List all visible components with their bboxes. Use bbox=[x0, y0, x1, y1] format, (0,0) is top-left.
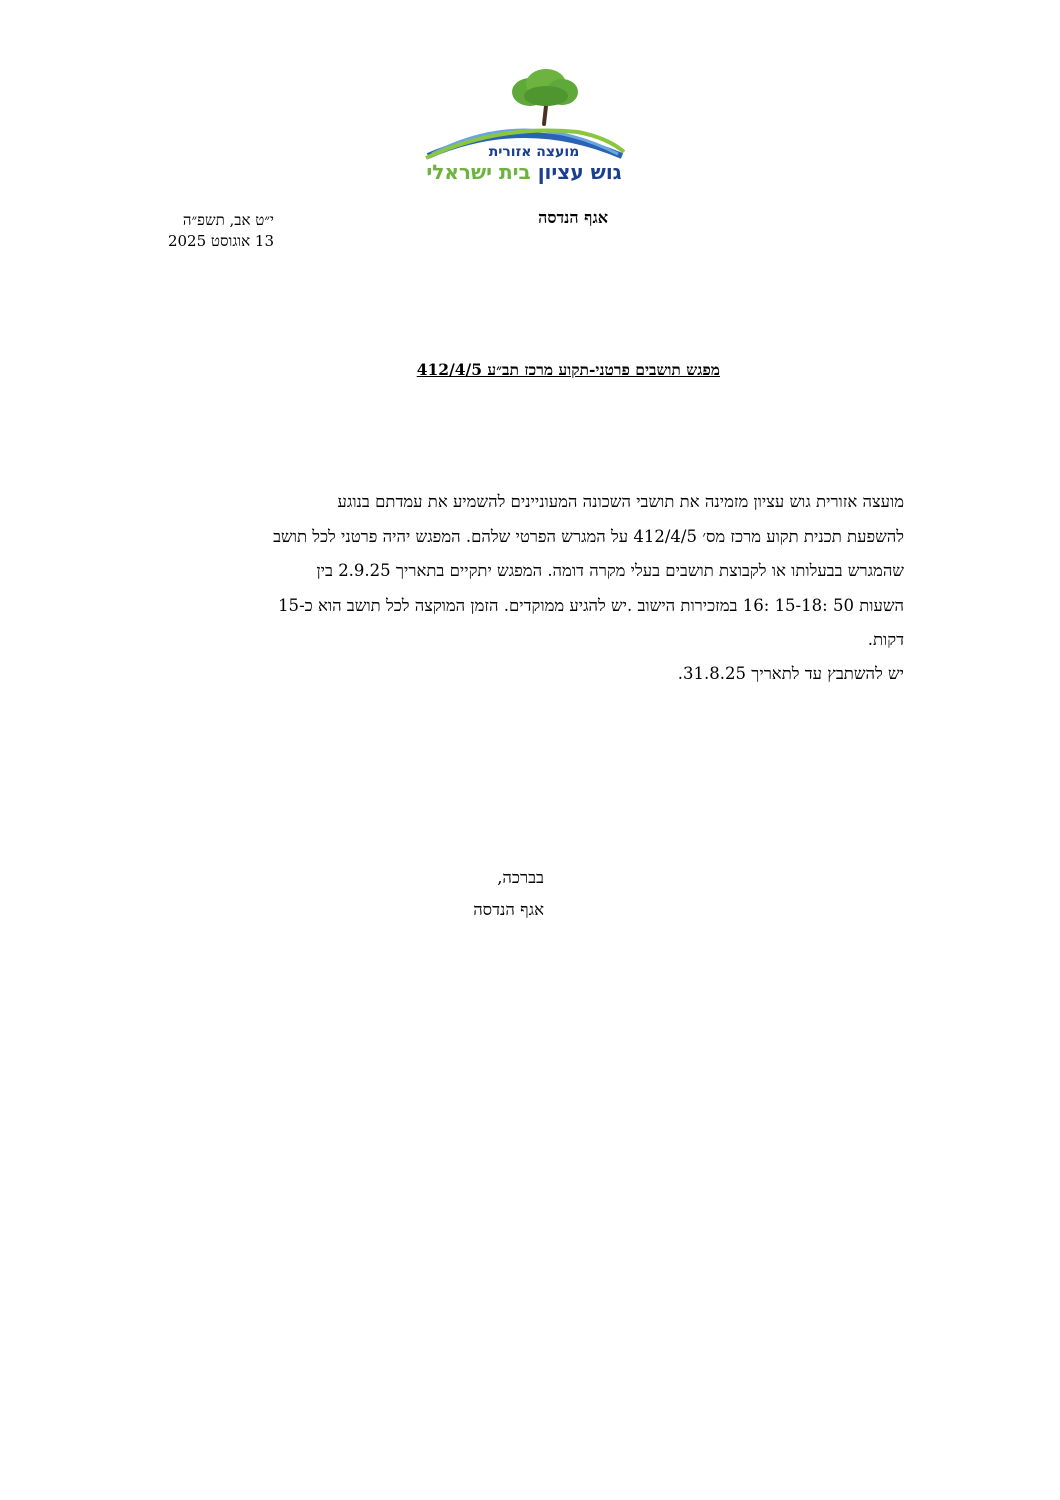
logo-name-part-1: גוש עציון bbox=[537, 160, 622, 184]
body-line: מועצה אזורית גוש עציון מזמינה את תושבי השכונה המעוניינים להשמיע את עמדתם בנוגע bbox=[337, 492, 904, 511]
hebrew-date: י״ט אב, תשפ״ה bbox=[182, 211, 274, 229]
signup-deadline: יש להשתבץ עד לתאריך 31.8.25. bbox=[677, 664, 904, 683]
letter-title: מפגש תושבים פרטני-תקוע מרכז תב״ע 412/4/5 bbox=[416, 360, 720, 379]
council-logo bbox=[418, 66, 630, 190]
closing-block bbox=[380, 862, 544, 926]
department-header: אגף הנדסה bbox=[538, 208, 608, 227]
date-block bbox=[110, 210, 274, 252]
body-line: שהמגרש בבעלותו או לקבוצת תושבים בעלי מקרה דומה. המפגש יתקיים בתאריך 2.9.25 בין bbox=[316, 561, 904, 580]
letter-body bbox=[160, 485, 904, 658]
closing-greeting: בברכה, bbox=[497, 868, 544, 887]
gregorian-date: 13 אוגוסט 2025 bbox=[167, 232, 274, 250]
logo-council-name bbox=[418, 160, 630, 184]
logo-council-label: מועצה אזורית bbox=[488, 144, 580, 160]
body-line: להשפעת תכנית תקוע מרכז מס׳ 412/4/5 על המגרש הפרטי שלהם. המפגש יהיה פרטני לכל תושב bbox=[273, 526, 904, 546]
closing-signature: אגף הנדסה bbox=[473, 900, 544, 919]
logo-name-part-2: בית ישראלי bbox=[426, 160, 531, 184]
body-line: השעות 50 :15-18 :16 במזכירות הישוב .יש להגיע ממוקדים. הזמן המוקצה לכל תושב הוא כ-15 bbox=[278, 595, 904, 615]
body-line: דקות. bbox=[867, 630, 904, 649]
